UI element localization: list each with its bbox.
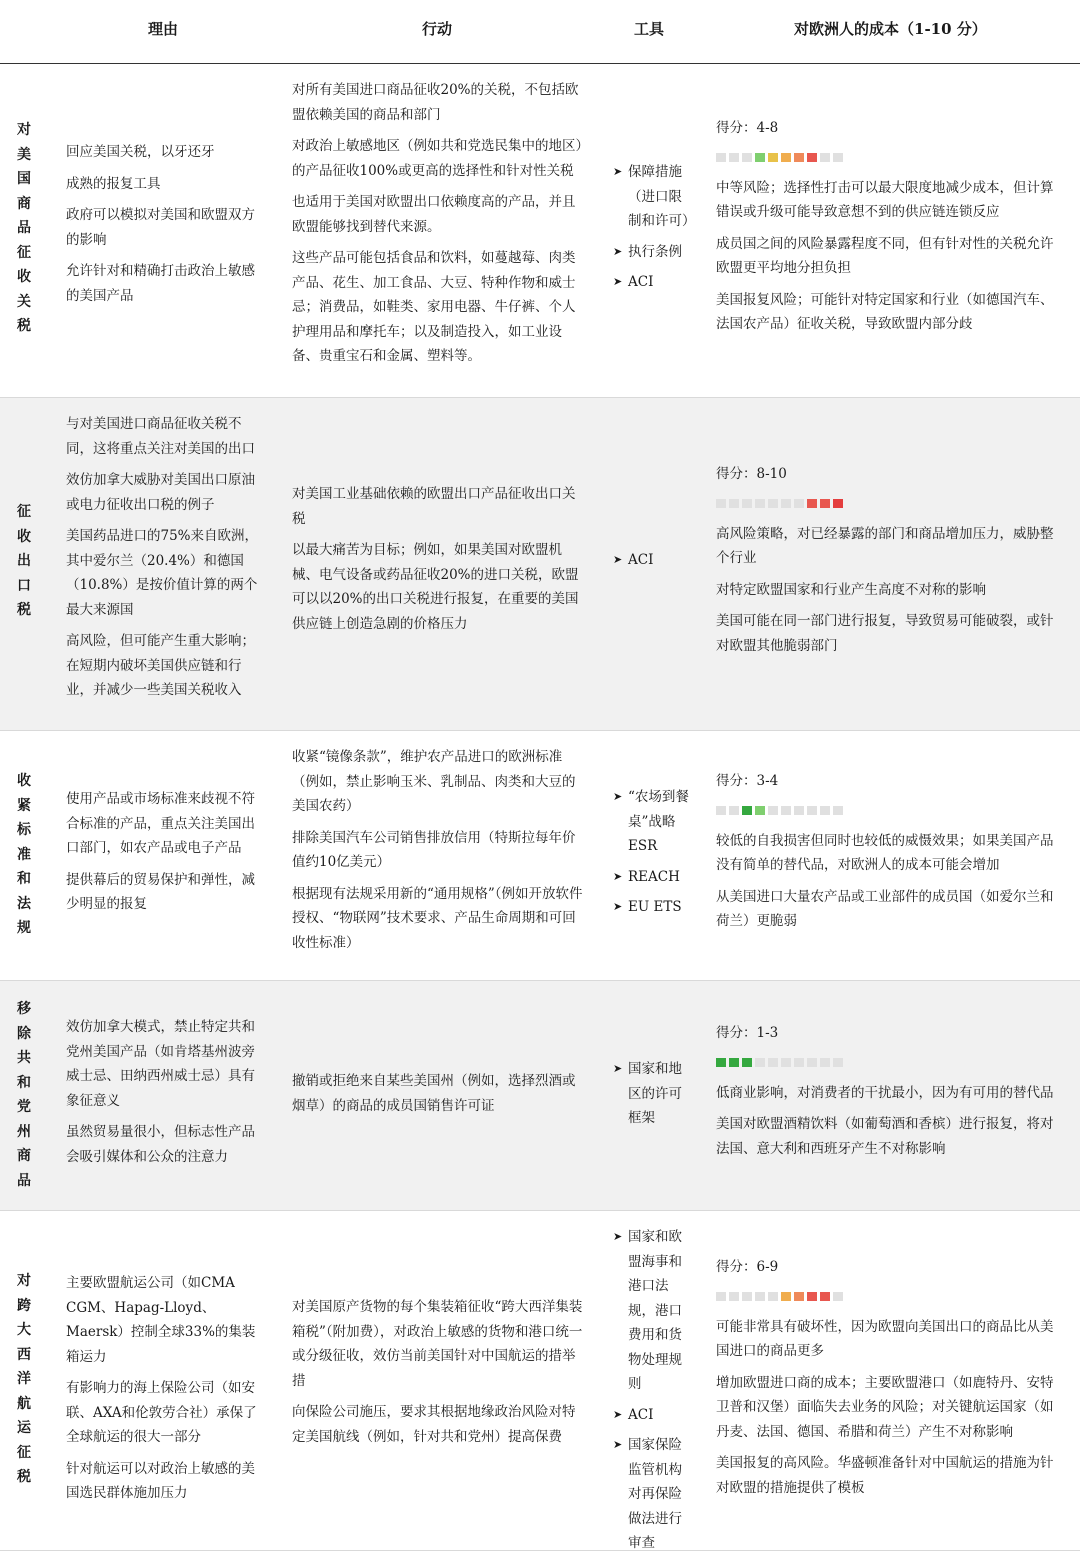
- table-row: [0, 398, 1080, 731]
- tool-item: [613, 785, 693, 859]
- tool-text: “农场到餐桌”战略ESR: [628, 789, 689, 854]
- costs-cell: [716, 769, 1058, 934]
- score-bar: [716, 153, 1058, 162]
- header-tool: 工具: [634, 20, 665, 38]
- arrow-icon: ➤: [613, 869, 623, 883]
- cost-text: 美国可能在同一部门进行报复，导致贸易可能破裂，或针对欧盟其他脆弱部门: [716, 613, 1054, 654]
- reason-text: 政府可以模拟对美国和欧盟双方的影响: [66, 207, 255, 248]
- score-bar: [716, 806, 1058, 815]
- action-text: 以最大痛苦为目标；例如，如果美国对欧盟机械、电气设备或药品征收20%的进口关税，欧盟可以以20%的出口关税进行报复，在重要的美国供应链上创造急剧的价格压力: [292, 542, 579, 632]
- actions-cell: [292, 1069, 588, 1118]
- arrow-icon: ➤: [613, 1438, 623, 1451]
- tools-cell: [613, 1057, 693, 1131]
- reasons-cell: [66, 412, 266, 703]
- costs-cell: [716, 1021, 1058, 1161]
- cost-text: 美国报复的高风险。华盛顿准备针对中国航运的措施为针对欧盟的措施提供了模板: [716, 1455, 1054, 1496]
- score-square: [781, 806, 791, 815]
- reason-text: 与对美国进口商品征收关税不同，这将重点关注对美国的出口: [66, 416, 255, 457]
- score-square: [768, 153, 778, 162]
- tools-cell: [613, 548, 693, 573]
- score-square: [807, 1058, 817, 1067]
- row-title: 收紧标准和法规: [17, 773, 31, 936]
- score-square: [716, 499, 726, 508]
- score-square: [820, 806, 830, 815]
- score-label: 得分：1-3: [716, 1025, 779, 1041]
- score-square: [729, 1292, 739, 1301]
- score-square: [794, 1292, 804, 1301]
- score-square: [755, 153, 765, 162]
- score-square: [755, 499, 765, 508]
- tool-item: [613, 865, 693, 890]
- costs-cell: [716, 1255, 1058, 1500]
- reason-text: 使用产品或市场标准来歧视不符合标准的产品，重点关注美国出口部门，如农产品或电子产品: [66, 791, 255, 856]
- tool-text: EU ETS: [628, 899, 682, 915]
- score-square: [742, 153, 752, 162]
- tool-item: [613, 160, 696, 234]
- cost-text: 增加欧盟进口商的成本；主要欧盟港口（如鹿特丹、安特卫普和汉堡）面临失去业务的风险；对关键航运国家（如丹麦、法国、德国、希腊和荷兰）产生不对称影响: [716, 1374, 1054, 1440]
- cost-text: 低商业影响，对消费者的干扰最小，因为有可用的替代品: [716, 1084, 1054, 1101]
- score-square: [768, 499, 778, 508]
- row-title: 移除共和党州商品: [17, 1001, 31, 1189]
- tool-text: REACH: [628, 868, 680, 885]
- table-row: [0, 731, 1080, 981]
- reason-text: 高风险，但可能产生重大影响；在短期内破坏美国供应链和行业，并减少一些美国关税收入: [66, 633, 255, 698]
- score-square: [833, 1292, 843, 1301]
- score-square: [820, 153, 830, 162]
- cost-text: 对特定欧盟国家和行业产生高度不对称的影响: [716, 581, 986, 598]
- score-square: [781, 499, 791, 508]
- tool-item: [613, 240, 693, 265]
- reasons-cell: [66, 787, 266, 917]
- action-text: 排除美国汽车公司销售排放信用（特斯拉每年价值约10亿美元）: [292, 829, 576, 870]
- arrow-icon: ➤: [613, 165, 623, 178]
- score-square: [794, 1058, 804, 1067]
- score-square: [729, 1058, 739, 1067]
- score-square: [742, 806, 752, 815]
- score-square: [794, 153, 804, 162]
- tool-text: 执行条例: [628, 243, 682, 260]
- action-text: 撤销或拒绝来自某些美国州（例如，选择烈酒或烟草）的商品的成员国销售许可证: [292, 1073, 576, 1114]
- score-square: [781, 153, 791, 162]
- action-text: 向保险公司施压，要求其根据地缘政治风险对特定美国航线（例如，针对共和党州）提高保费: [292, 1404, 576, 1445]
- score-square: [781, 1292, 791, 1301]
- costs-cell: [716, 116, 1058, 337]
- reason-text: 效仿加拿大模式，禁止特定共和党州美国产品（如肯塔基州波旁威士忌、田纳西州威士忌）具有象征意义: [66, 1019, 255, 1109]
- reason-text: 允许针对和精确打击政治上敏感的美国产品: [66, 263, 255, 304]
- tool-item: [613, 270, 693, 295]
- score-square: [833, 499, 843, 508]
- score-label: 得分：3-4: [716, 773, 779, 789]
- arrow-icon: ➤: [613, 790, 623, 803]
- reason-text: 美国药品进口的75%来自欧洲，其中爱尔兰（20.4%）和德国（10.8%）是按价值计算的两个最大来源国: [66, 528, 259, 618]
- tools-cell: [613, 785, 693, 920]
- header-action: 行动: [422, 20, 453, 38]
- score-square: [729, 499, 739, 508]
- tool-text: 国家和欧盟海事和港口法规，港口费用和货物处理规则: [628, 1229, 682, 1392]
- score-square: [755, 1058, 765, 1067]
- tools-cell: [613, 160, 696, 295]
- reasons-cell: [66, 140, 266, 308]
- cost-text: 可能非常具有破坏性，因为欧盟向美国出口的商品比从美国进口的商品更多: [716, 1318, 1054, 1359]
- action-text: 对美国原产货物的每个集装箱征收“跨大西洋集装箱税”（附加费），对政治上敏感的货物和港口统一或分级征收，效仿当前美国针对中国航运的措举措: [292, 1299, 583, 1389]
- score-label: 得分：6-9: [716, 1259, 779, 1275]
- score-square: [716, 806, 726, 815]
- arrow-icon: ➤: [613, 244, 623, 258]
- action-text: 对政治上敏感地区（例如共和党选民集中的地区）的产品征收100%或更高的选择性和针对性关税: [292, 138, 583, 179]
- tool-item: [613, 1433, 693, 1553]
- tool-text: ACI: [628, 274, 654, 290]
- costs-cell: [716, 462, 1058, 658]
- tool-text: ACI: [628, 552, 654, 568]
- tool-item: [613, 1403, 693, 1428]
- arrow-icon: ➤: [613, 1407, 623, 1421]
- cost-text: 中等风险；选择性打击可以最大限度地减少成本，但计算错误或升级可能导致意想不到的供应链连锁反应: [716, 179, 1054, 220]
- cost-text: 高风险策略，对已经暴露的部门和商品增加压力，威胁整个行业: [716, 525, 1054, 566]
- reason-text: 主要欧盟航运公司（如CMA CGM、Hapag-Lloyd、Maersk）控制全球33%的集装箱运力: [66, 1275, 256, 1365]
- score-label: 得分：8-10: [716, 466, 787, 482]
- arrow-icon: ➤: [613, 1230, 623, 1243]
- action-text: 对美国工业基础依赖的欧盟出口产品征收出口关税: [292, 486, 576, 527]
- reason-text: 效仿加拿大威胁对美国出口原油或电力征收出口税的例子: [66, 472, 255, 513]
- cost-text: 美国报复风险；可能针对特定国家和行业（如德国汽车、法国农产品）征收关税，导致欧盟内部分歧: [716, 291, 1054, 332]
- score-square: [768, 1292, 778, 1301]
- cost-text: 美国对欧盟酒精饮料（如葡萄酒和香槟）进行报复，将对法国、意大利和西班牙产生不对称影响: [716, 1116, 1054, 1157]
- score-square: [768, 806, 778, 815]
- score-square: [820, 499, 830, 508]
- tool-text: 国家保险监管机构对再保险做法进行审查: [628, 1437, 682, 1551]
- score-square: [755, 1292, 765, 1301]
- table-row: [0, 981, 1080, 1211]
- actions-cell: [292, 745, 588, 955]
- tools-cell: [613, 1225, 693, 1553]
- table-row: [0, 1211, 1080, 1551]
- arrow-icon: ➤: [613, 553, 623, 566]
- reason-text: 提供幕后的贸易保护和弹性，减少明显的报复: [66, 871, 255, 912]
- score-label: 得分：4-8: [716, 120, 779, 136]
- table-header: [0, 0, 1080, 64]
- tool-item: [613, 1057, 693, 1131]
- reason-text: 虽然贸易量很小，但标志性产品会吸引媒体和公众的注意力: [66, 1124, 255, 1165]
- score-square: [729, 153, 739, 162]
- score-square: [833, 1058, 843, 1067]
- cost-text: 较低的自我损害但同时也较低的威慑效果；如果美国产品没有简单的替代品，对欧洲人的成本可能会增加: [716, 832, 1054, 873]
- reasons-cell: [66, 1271, 266, 1506]
- score-square: [807, 153, 817, 162]
- score-square: [755, 806, 765, 815]
- score-square: [807, 499, 817, 508]
- score-bar: [716, 1292, 1058, 1301]
- tool-item: [613, 895, 693, 920]
- reason-text: 回应美国关税，以牙还牙: [66, 144, 215, 160]
- score-square: [716, 1058, 726, 1067]
- header-reason: 理由: [148, 20, 179, 38]
- action-text: 这些产品可能包括食品和饮料，如蔓越莓、肉类产品、花生、加工食品、大豆、特种作物和威士忌；消费品，如鞋类、家用电器、牛仔裤、个人护理用品和摩托车；以及制造投入，如工业设备、贵重宝石和金属、塑料等。: [292, 250, 576, 364]
- row-title: 征收出口税: [17, 504, 31, 618]
- score-square: [742, 1058, 752, 1067]
- arrow-icon: ➤: [613, 1062, 623, 1075]
- reason-text: 有影响力的海上保险公司（如安联、AXA和伦敦劳合社）承保了全球航运的很大一部分: [66, 1380, 257, 1445]
- row-title: 对跨大西洋航运征税: [17, 1273, 31, 1485]
- cost-text: 从美国进口大量农产品或工业部件的成员国（如爱尔兰和荷兰）更脆弱: [716, 888, 1054, 929]
- tool-text: 保障措施（进口限制和许可）: [628, 164, 696, 229]
- actions-cell: [292, 482, 588, 636]
- score-square: [768, 1058, 778, 1067]
- action-text: 收紧“镜像条款”，维护农产品进口的欧洲标准（例如，禁止影响玉米、乳制品、肉类和大豆的美国农药）: [292, 749, 576, 814]
- score-square: [807, 1292, 817, 1301]
- score-square: [807, 806, 817, 815]
- reason-text: 成熟的报复工具: [66, 175, 161, 192]
- score-square: [833, 153, 843, 162]
- arrow-icon: ➤: [613, 900, 623, 913]
- arrow-icon: ➤: [613, 275, 623, 288]
- score-square: [820, 1058, 830, 1067]
- reasons-cell: [66, 1015, 266, 1169]
- action-text: 根据现有法规采用新的“通用规格”（例如开放软件授权、“物联网”技术要求、产品生命周期和可回收性标准）: [292, 885, 583, 951]
- score-square: [729, 806, 739, 815]
- actions-cell: [292, 78, 588, 369]
- action-text: 也适用于美国对欧盟出口依赖度高的产品，并且欧盟能够找到替代来源。: [292, 194, 576, 235]
- table-row: [0, 64, 1080, 398]
- tool-text: ACI: [628, 1406, 654, 1423]
- score-bar: [716, 1058, 1058, 1067]
- header-cost: 对欧洲人的成本（1-10 分）: [794, 20, 987, 38]
- score-square: [820, 1292, 830, 1301]
- score-square: [794, 499, 804, 508]
- score-square: [742, 1292, 752, 1301]
- reason-text: 针对航运可以对政治上敏感的美国选民群体施加压力: [66, 1460, 255, 1501]
- row-title: 对美国商品征收关税: [17, 122, 31, 334]
- score-bar: [716, 499, 1058, 508]
- cost-text: 成员国之间的风险暴露程度不同，但有针对性的关税允许欧盟更平均地分担负担: [716, 235, 1054, 276]
- score-square: [742, 499, 752, 508]
- score-square: [781, 1058, 791, 1067]
- tool-item: [613, 548, 693, 573]
- score-square: [716, 153, 726, 162]
- tool-item: [613, 1225, 693, 1397]
- action-text: 对所有美国进口商品征收20%的关税，不包括欧盟依赖美国的商品和部门: [292, 82, 579, 123]
- score-square: [794, 806, 804, 815]
- score-square: [833, 806, 843, 815]
- tool-text: 国家和地区的许可框架: [628, 1061, 682, 1126]
- actions-cell: [292, 1295, 588, 1449]
- score-square: [716, 1292, 726, 1301]
